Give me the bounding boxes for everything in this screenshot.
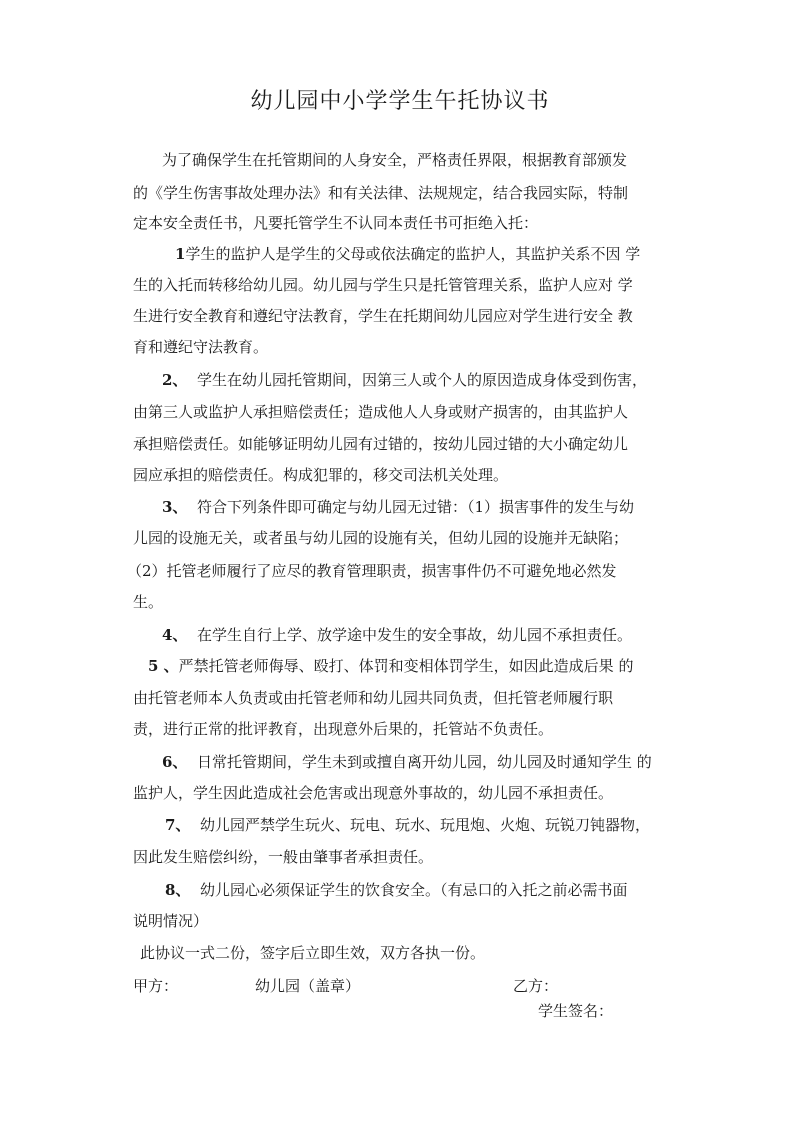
intro-line-1: 为了确保学生在托管期间的人身安全，严格责任界限，根据教育部颁发 xyxy=(162,151,628,169)
clause-5-line-3: 责，进行正常的批评教育，出现意外后果的，托管站不负责任。 xyxy=(133,720,554,738)
document-title: 幼儿园中小学学生午托协议书 xyxy=(250,89,550,114)
clause-4-line-1: 4、 在学生自行上学、放学途中发生的安全事故，幼儿园不承担责任。 xyxy=(162,626,632,644)
clause-5-line-2: 由托管老师本人负责或由托管老师和幼儿园共同负责，但托管老师履行职 xyxy=(133,689,614,707)
party-a-label: 甲方： xyxy=(133,977,179,995)
clause-3-line-3: （2）托管老师履行了应尽的教育管理职责，损害事件仍不可避免地必然发 xyxy=(127,562,617,580)
clause-1-line-2: 生的入托而转移给幼儿园。幼儿园与学生只是托管管理关系，监护人应对 学 xyxy=(133,276,633,294)
clause-7-number: 7、 xyxy=(165,816,191,834)
clause-8-line-2: 说明情况） xyxy=(133,912,209,930)
clause-4-number: 4、 xyxy=(162,626,188,644)
clause-5-line-1: 5 、严禁托管老师侮辱、殴打、体罚和变相体罚学生，如因此造成后果 的 xyxy=(148,657,634,675)
student-signature-label: 学生签名： xyxy=(538,1002,614,1020)
clause-2-line-4: 园应承担的赔偿责任。构成犯罪的，移交司法机关处理。 xyxy=(133,466,509,484)
party-a-name: 幼儿园（盖章） xyxy=(255,977,361,995)
clause-2-line-1: 2、 学生在幼儿园托管期间，因第三人或个人的原因造成身体受到伤害， xyxy=(162,371,647,389)
clause-3-line-4: 生。 xyxy=(133,593,164,611)
clause-2-line-3: 承担赔偿责任。如能够证明幼儿园有过错的，按幼儿园过错的大小确定幼儿 xyxy=(133,435,629,453)
intro-line-3: 定本安全责任书，凡要托管学生不认同本责任书可拒绝入托： xyxy=(133,214,539,232)
party-b-label: 乙方： xyxy=(513,977,559,995)
clause-7-line-1: 7、 幼儿园严禁学生玩火、玩电、玩水、玩甩炮、火炮、玩锐刀钝器物， xyxy=(165,816,650,834)
clause-1-number: 1 xyxy=(175,245,186,263)
clause-5-number: 5 、 xyxy=(148,657,179,675)
clause-6-line-1: 6、 日常托管期间，学生未到或擅自离开幼儿园，幼儿园及时通知学生 的 xyxy=(162,753,652,771)
clause-1-line-3: 生进行安全教育和遵纪守法教育，学生在托期间幼儿园应对学生进行安全 教 xyxy=(133,307,633,325)
clause-6-number: 6、 xyxy=(162,753,188,771)
clause-8-line-1: 8、 幼儿园心必须保证学生的饮食安全。（有忌口的入托之前必需书面 xyxy=(165,881,628,899)
clause-1-line-4: 育和遵纪守法教育。 xyxy=(133,338,269,356)
intro-line-2: 的《学生伤害事故处理办法》和有关法律、法规规定，结合我园实际，特制 xyxy=(133,184,629,202)
clause-3-line-2: 儿园的设施无关，或者虽与幼儿园的设施有关，但幼儿园的设施并无缺陷； xyxy=(133,529,629,547)
clause-8-number: 8、 xyxy=(165,881,191,899)
clause-1-line-1: 1学生的监护人是学生的父母或依法确定的监护人，其监护关系不因 学 xyxy=(175,245,641,263)
clause-2-line-2: 由第三人或监护人承担赔偿责任；造成他人人身或财产损害的，由其监护人 xyxy=(133,403,629,421)
clause-7-line-2: 因此发生赔偿纠纷，一般由肇事者承担责任。 xyxy=(133,848,434,866)
clause-3-number: 3、 xyxy=(162,498,188,516)
clause-2-number: 2、 xyxy=(162,371,188,389)
closing-statement: 此协议一式二份，签字后立即生效，双方各执一份。 xyxy=(140,944,486,962)
clause-3-line-1: 3、 符合下列条件即可确定与幼儿园无过错：（1）损害事件的发生与幼 xyxy=(162,498,635,516)
clause-6-line-2: 监护人，学生因此造成社会危害或出现意外事故的，幼儿园不承担责任。 xyxy=(133,784,614,802)
